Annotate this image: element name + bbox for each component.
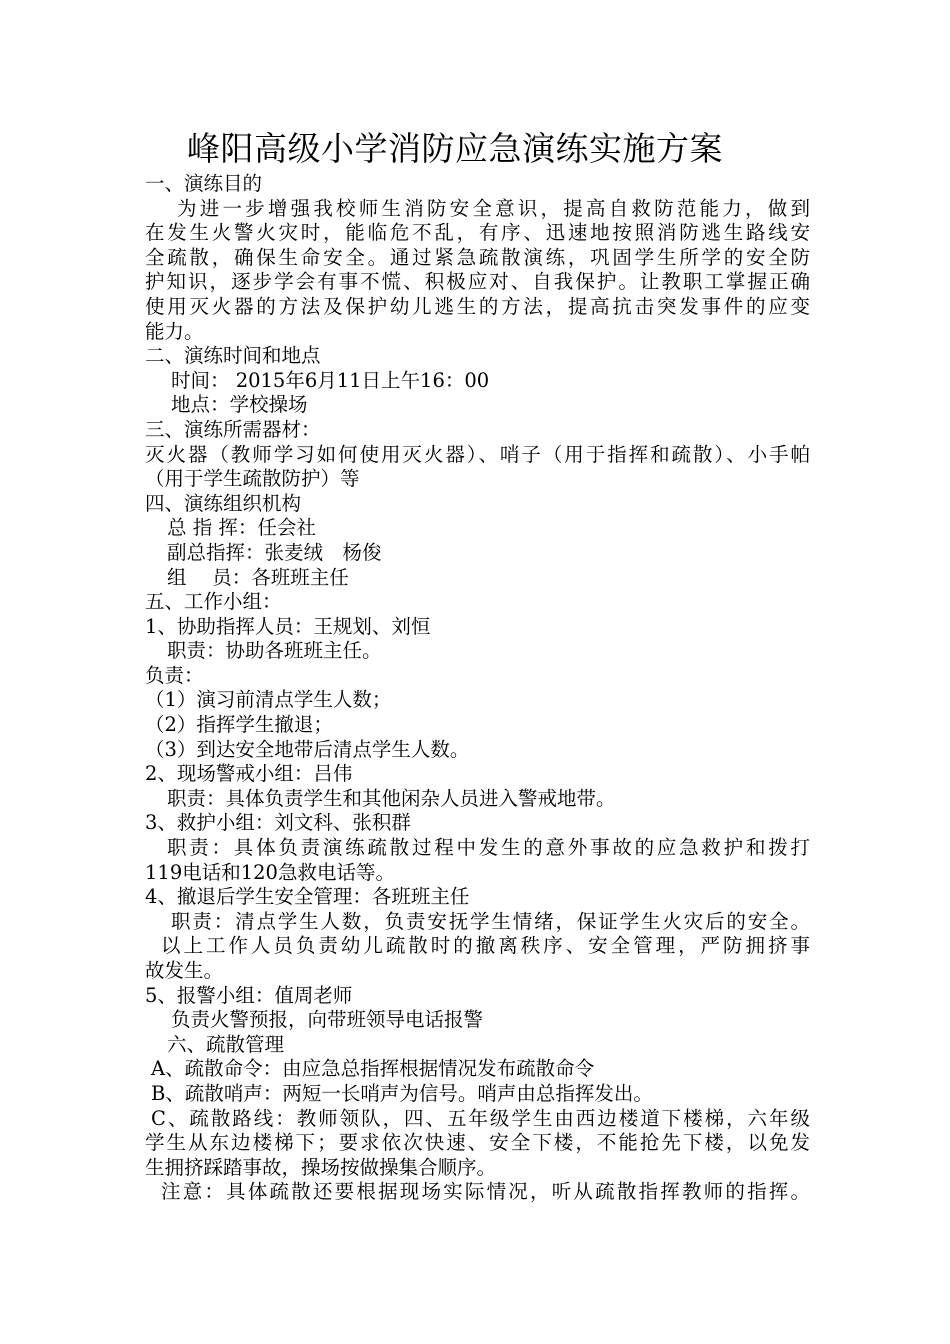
paragraph-line: 负责火警预报，向带班领导电话报警 bbox=[171, 1008, 484, 1032]
paragraph-line: 4、撤退后学生安全管理：各班班主任 bbox=[145, 885, 470, 909]
paragraph-line: 灭火器（教师学习如何使用灭火器）、哨子（用于指挥和疏散）、小手帕 bbox=[145, 442, 810, 466]
section-heading: 一、演练目的 bbox=[145, 172, 263, 195]
paragraph-line: 职责：具体负责学生和其他闲杂人员进入警戒地带。 bbox=[167, 786, 616, 810]
document-body bbox=[145, 172, 810, 1205]
section-heading: 三、演练所需器材： bbox=[145, 417, 321, 441]
paragraph-line: 能力。 bbox=[145, 319, 204, 343]
paragraph-line: 地点：学校操场 bbox=[171, 393, 308, 417]
paragraph-line: 1、协助指挥人员：王规划、刘恒 bbox=[145, 614, 431, 638]
section-heading: 六、疏散管理 bbox=[167, 1032, 285, 1056]
document-title: 峰阳高级小学消防应急演练实施方案 bbox=[187, 129, 723, 168]
paragraph-line: 学生从东边楼梯下；要求依次快速、安全下楼，不能抢先下楼，以免发 bbox=[145, 1131, 810, 1155]
paragraph-line: 组 员：各班班主任 bbox=[167, 565, 349, 589]
paragraph-line: 3、救护小组：刘文科、张积群 bbox=[145, 811, 411, 835]
list-item: （2）指挥学生撤退； bbox=[145, 713, 333, 737]
section-heading: 二、演练时间和地点 bbox=[145, 344, 321, 368]
paragraph-line: 副总指挥：张麦绒 杨俊 bbox=[167, 540, 382, 564]
paragraph-line: 职责：具体负责演练疏散过程中发生的意外事故的应急救护和拨打 bbox=[167, 836, 810, 860]
section-heading: 五、工作小组： bbox=[145, 590, 282, 614]
paragraph-line: 护知识，逐步学会有事不慌、积极应对、自我保护。让教职工掌握正确 bbox=[145, 270, 810, 294]
paragraph-line: 生拥挤踩踏事故，操场按做操集合顺序。 bbox=[145, 1155, 497, 1179]
list-item: （1）演习前清点学生人数； bbox=[145, 688, 392, 712]
list-item: B、疏散哨声：两短一长哨声为信号。哨声由总指挥发出。 bbox=[151, 1081, 653, 1105]
list-item: A、疏散命令：由应急总指挥根据情况发布疏散命令 bbox=[151, 1057, 595, 1081]
list-item: C、疏散路线：教师领队，四、五年级学生由西边楼道下楼梯，六年级 bbox=[151, 1106, 810, 1130]
list-item: （3）到达安全地带后清点学生人数。 bbox=[145, 737, 470, 761]
paragraph-line: 时间： 2015年6月11日上午16：00 bbox=[171, 368, 490, 392]
paragraph-line: 以上工作人员负责幼儿疏散时的撤离秩序、安全管理，严防拥挤事 bbox=[161, 934, 810, 958]
paragraph-line: 119电话和120急救电话等。 bbox=[145, 860, 395, 884]
paragraph-line: 故发生。 bbox=[145, 959, 224, 982]
section-heading: 四、演练组织机构 bbox=[145, 491, 302, 515]
paragraph-line: 2、现场警戒小组：吕伟 bbox=[145, 762, 353, 786]
paragraph-line: 总 指 挥：任会社 bbox=[167, 516, 316, 540]
paragraph-line: 在发生火警火灾时，能临危不乱，有序、迅速地按照消防逃生路线安 bbox=[145, 221, 810, 245]
paragraph-line: 职责：协助各班班主任。 bbox=[167, 639, 382, 663]
paragraph-line: 注意：具体疏散还要根据现场实际情况，听从疏散指挥教师的指挥。 bbox=[161, 1180, 810, 1204]
paragraph-line: 全疏散，确保生命安全。通过紧急疏散演练，巩固学生所学的安全防 bbox=[145, 245, 810, 269]
paragraph-line: （用于学生疏散防护）等 bbox=[145, 467, 360, 491]
paragraph-line: 5、报警小组：值周老师 bbox=[145, 983, 353, 1007]
paragraph-line: 负责： bbox=[145, 663, 204, 687]
paragraph-line: 职责：清点学生人数，负责安抚学生情绪，保证学生火灾后的安全。 bbox=[171, 909, 810, 933]
paragraph-line: 使用灭火器的方法及保护幼儿逃生的方法，提高抗击突发事件的应变 bbox=[145, 294, 810, 318]
paragraph-line: 为进一步增强我校师生消防安全意识，提高自救防范能力，做到 bbox=[177, 196, 810, 220]
